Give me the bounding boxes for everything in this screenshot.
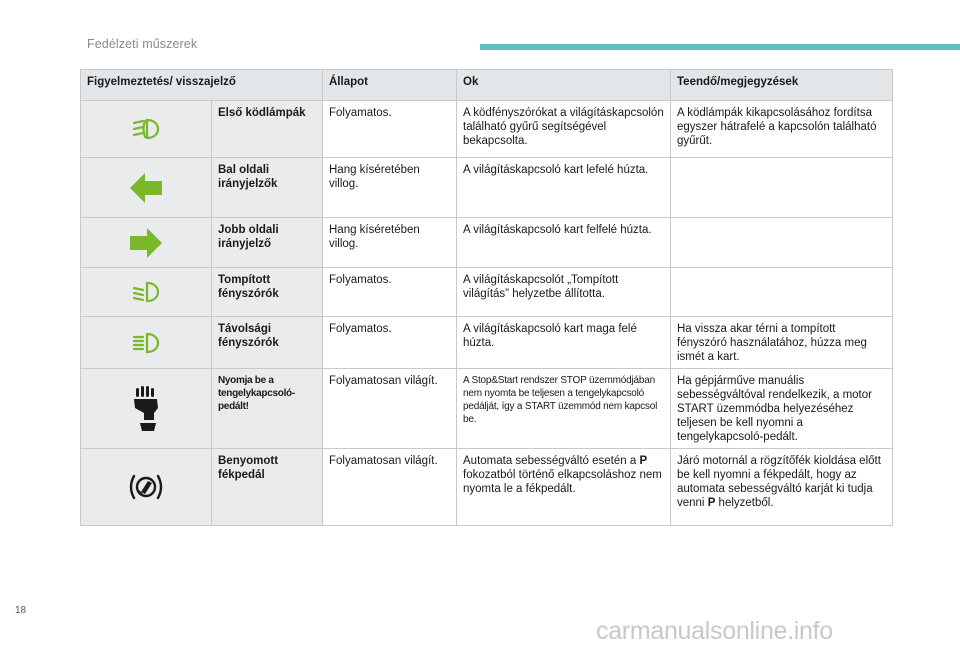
- indicator-cause: A világításkapcsoló kart maga felé húzta.: [457, 317, 671, 369]
- indicator-action: Járó motornál a rögzítőfék kioldása előtt be kell nyomni a fékpedált, hogy az automata sebességváltó karját ki tudja venni P helyzetből.: [671, 449, 893, 526]
- indicator-state: Folyamatos.: [323, 317, 457, 369]
- indicator-state: Folyamatosan világít.: [323, 449, 457, 526]
- indicator-action: A ködlámpák kikapcsolásához fordítsa egyszer hátrafelé a kapcsolón található gyűrűt.: [671, 101, 893, 158]
- right-turn-signal-icon: [128, 226, 164, 260]
- warning-lights-table: [80, 69, 893, 526]
- dipped-beam-icon: [131, 280, 161, 304]
- table-row: [81, 101, 893, 158]
- indicator-cause: A világításkapcsoló kart lefelé húzta.: [457, 158, 671, 218]
- indicator-name: Nyomja be a tengelykapcsoló-pedált!: [212, 369, 323, 449]
- indicator-cause: A világításkapcsoló kart felfelé húzta.: [457, 218, 671, 268]
- indicator-action: Ha vissza akar térni a tompított fényszóró használatához, húzza meg ismét a kart.: [671, 317, 893, 369]
- indicator-action: [671, 268, 893, 317]
- section-title: Fedélzeti műszerek: [87, 37, 198, 51]
- indicator-cause: A Stop&Start rendszer STOP üzemmódjában nem nyomta be teljesen a tengelykapcsoló pedálját, így a START üzemmód nem kapcsol be.: [457, 369, 671, 449]
- page-number: 18: [15, 605, 27, 616]
- indicator-cause: A ködfényszórókat a világításkapcsolón található gyűrű segítségével bekapcsolta.: [457, 101, 671, 158]
- table-row: [81, 218, 893, 268]
- indicator-state: Folyamatosan világít.: [323, 369, 457, 449]
- table-row: [81, 369, 893, 449]
- left-turn-signal-icon: [128, 171, 164, 205]
- indicator-action: [671, 158, 893, 218]
- table-row: [81, 449, 893, 526]
- table-row: [81, 268, 893, 317]
- indicator-cause: A világításkapcsolót „Tompított világítás” helyzetbe állította.: [457, 268, 671, 317]
- table-header-row: [81, 70, 893, 101]
- indicator-action: Ha gépjárműve manuális sebességváltóval rendelkezik, a motor START üzemmódba helyezéséhez teljesen be kell nyomni a tengelykapcsoló-pedált.: [671, 369, 893, 449]
- indicator-name: Első ködlámpák: [212, 101, 323, 158]
- clutch-pedal-icon: [130, 386, 162, 432]
- table-row: [81, 317, 893, 369]
- indicator-state: Folyamatos.: [323, 101, 457, 158]
- front-fog-lamp-icon: [131, 117, 161, 141]
- indicator-name: Távolsági fényszórók: [212, 317, 323, 369]
- table-row: [81, 158, 893, 218]
- indicator-name: Jobb oldali irányjelző: [212, 218, 323, 268]
- indicator-cause: Automata sebességváltó esetén a P fokozatból történő elkapcsoláshoz nem nyomta le a fékpedált.: [457, 449, 671, 526]
- indicator-name: Benyomott fékpedál: [212, 449, 323, 526]
- column-header-cause: Ok: [457, 70, 671, 101]
- main-beam-icon: [131, 331, 161, 355]
- column-header-state: Állapot: [323, 70, 457, 101]
- brake-pedal-icon: [127, 472, 165, 502]
- indicator-state: Hang kíséretében villog.: [323, 158, 457, 218]
- watermark: carmanualsonline.info: [596, 617, 833, 645]
- indicator-state: Hang kíséretében villog.: [323, 218, 457, 268]
- indicator-action: [671, 218, 893, 268]
- indicator-state: Folyamatos.: [323, 268, 457, 317]
- column-header-indicator: Figyelmeztetés/ visszajelző: [81, 70, 323, 101]
- indicator-name: Tompított fényszórók: [212, 268, 323, 317]
- indicator-name: Bal oldali irányjelzők: [212, 158, 323, 218]
- accent-bar: [480, 44, 960, 50]
- column-header-action: Teendő/megjegyzések: [671, 70, 893, 101]
